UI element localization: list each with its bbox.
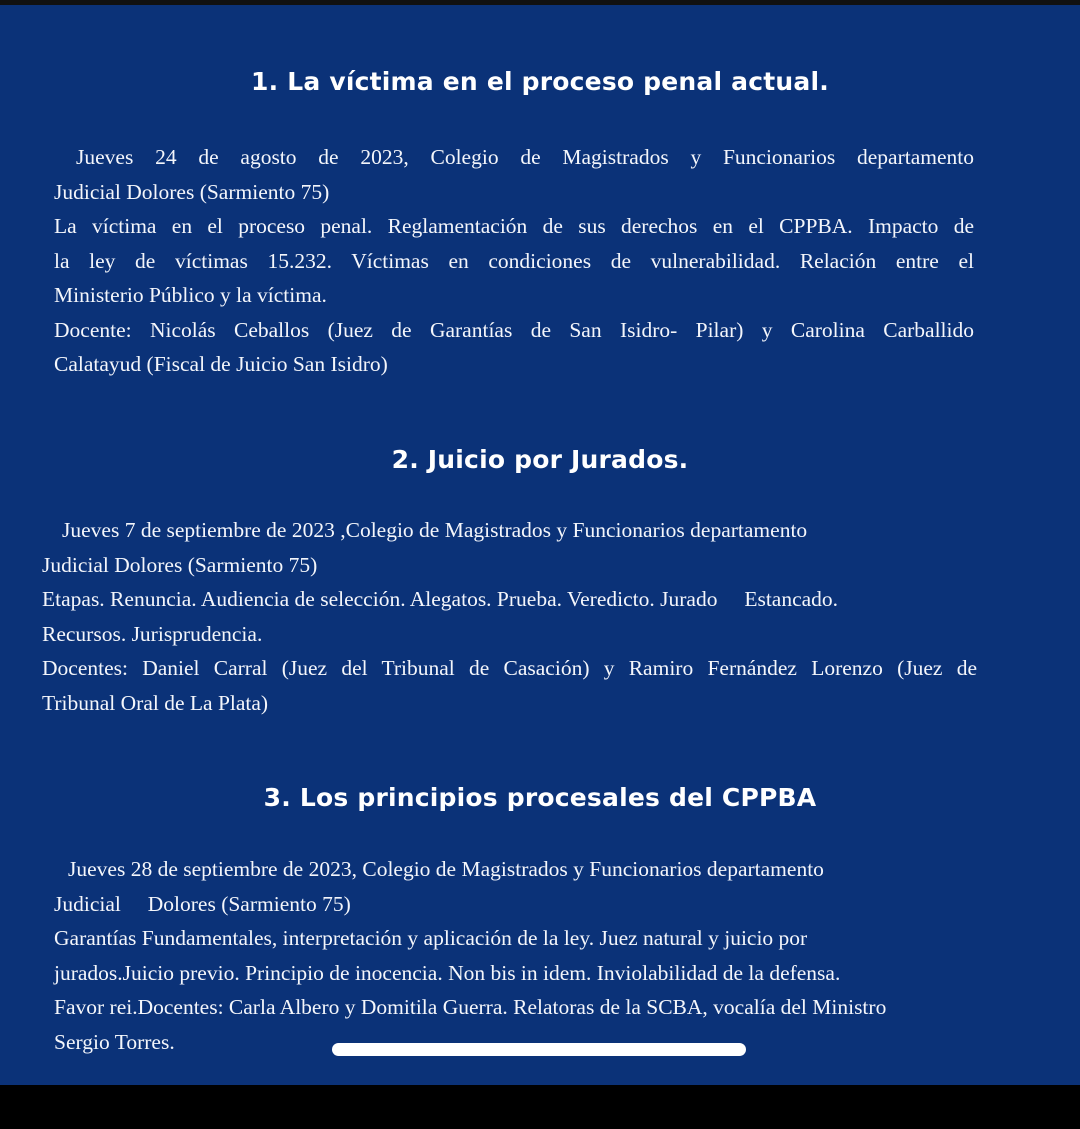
section-1-line-7: Calatayud (Fiscal de Juicio San Isidro) xyxy=(54,352,388,376)
scroll-indicator[interactable] xyxy=(332,1043,746,1056)
section-3-line-3: Garantías Fundamentales, interpretación y aplicación de la ley. Juez natural y juicio por xyxy=(54,926,808,950)
section-1-heading: 1. La víctima en el proceso penal actual. xyxy=(251,67,829,96)
section-3-line-4: jurados.Juicio previo. Principio de inocencia. Non bis in idem. Inviolabilidad de la defensa. xyxy=(54,960,841,985)
section-3-body xyxy=(54,852,1014,1059)
section-3-line-6: Sergio Torres. xyxy=(54,1029,175,1054)
section-3-line-5: Favor rei.Docentes: Carla Albero y Domitila Guerra. Relatoras de la SCBA, vocalía del Ministro xyxy=(54,995,887,1019)
section-2-heading: 2. Juicio por Jurados. xyxy=(391,445,689,474)
section-2-body xyxy=(42,513,977,720)
section-1-line-5: Ministerio Público y la víctima. xyxy=(54,283,327,307)
section-1-line-3: La víctima en el proceso penal. Reglamentación de sus derechos en el CPPBA. Impacto de xyxy=(54,214,974,238)
section-3-line-2: Judicial Dolores (Sarmiento 75) xyxy=(54,891,351,916)
section-3-heading: 3. Los principios procesales del CPPBA xyxy=(263,783,817,812)
section-1-line-1: Jueves 24 de agosto de 2023, Colegio de Magistrados y Funcionarios departamento xyxy=(76,145,974,169)
section-1-line-2: Judicial Dolores (Sarmiento 75) xyxy=(54,179,330,204)
section-1-body xyxy=(54,140,974,382)
flyer-panel xyxy=(0,5,1080,1085)
bottom-bar xyxy=(0,1085,1080,1129)
section-1-line-6: Docente: Nicolás Ceballos (Juez de Garantías de San Isidro- Pilar) y Carolina Carballido xyxy=(54,317,974,342)
section-2-line-2: Judicial Dolores (Sarmiento 75) xyxy=(42,552,318,577)
section-2-line-6: Tribunal Oral de La Plata) xyxy=(42,690,269,715)
section-1-line-4: la ley de víctimas 15.232. Víctimas en condiciones de vulnerabilidad. Relación entre el xyxy=(54,248,974,273)
section-2-line-5: Docentes: Daniel Carral (Juez del Tribunal de Casación) y Ramiro Fernández Lorenzo (Juez de xyxy=(42,656,977,680)
section-2-line-4: Recursos. Jurisprudencia. xyxy=(42,621,263,646)
section-2-line-1: Jueves 7 de septiembre de 2023 ,Colegio de Magistrados y Funcionarios departamento xyxy=(62,518,808,542)
section-2-line-3: Etapas. Renuncia. Audiencia de selección. Alegatos. Prueba. Veredicto. Jurado Estancado. xyxy=(42,587,839,611)
section-3-line-1: Jueves 28 de septiembre de 2023, Colegio de Magistrados y Funcionarios departamento xyxy=(68,857,824,881)
